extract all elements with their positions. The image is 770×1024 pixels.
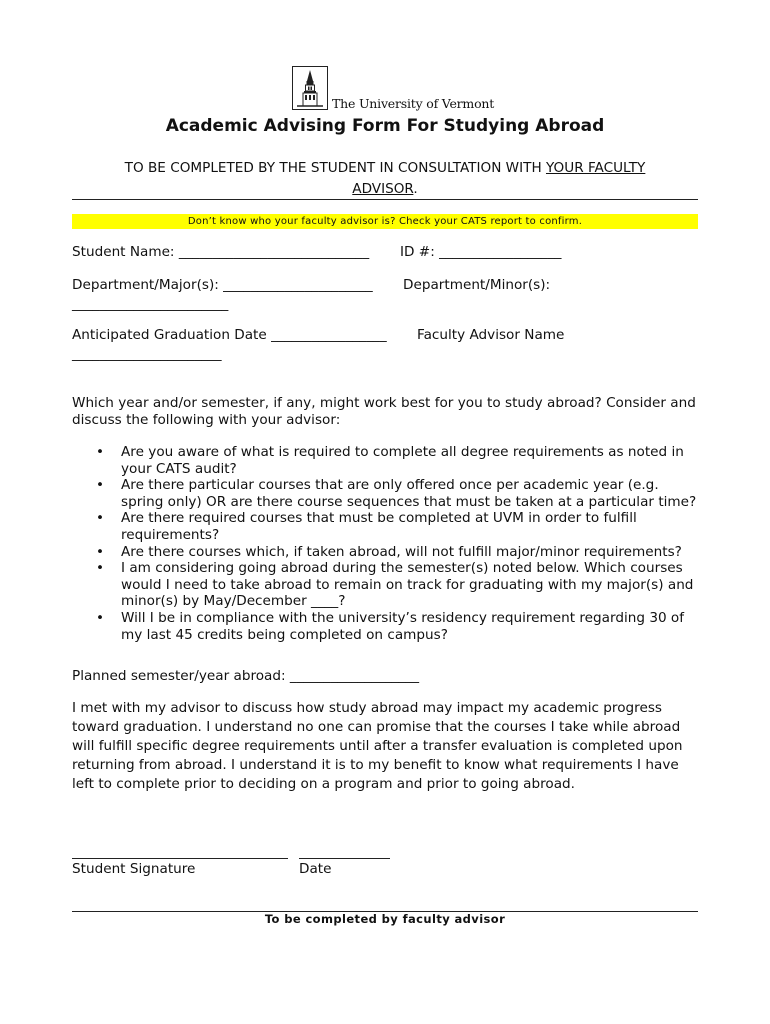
- date-label: Date: [299, 861, 332, 877]
- student-signature-label: Student Signature: [72, 861, 196, 877]
- student-name-field[interactable]: Student Name: ____________________________: [72, 244, 370, 260]
- faculty-advisor-section-label: To be completed by faculty advisor: [264, 912, 506, 926]
- list-item: • Are there particular courses that are only offered once per academic year (e.g. spring only) OR are there course sequences that must be taken at a particular time?: [72, 477, 702, 510]
- list-item: • Will I be in compliance with the university’s residency requirement regarding 30 of my last 45 credits being completed on campus?: [72, 610, 702, 643]
- planned-semester-field[interactable]: Planned semester/year abroad: ___________________: [72, 668, 420, 684]
- subtitle-text: TO BE COMPLETED BY THE STUDENT IN CONSULTATION WITH: [124, 160, 546, 176]
- department-minor-label: Department/Minor(s):: [403, 277, 551, 293]
- department-major-field[interactable]: Department/Major(s): ______________________: [72, 277, 373, 293]
- faculty-advisor-label: Faculty Advisor Name: [417, 327, 565, 343]
- faculty-advisor-field[interactable]: ______________________: [72, 346, 222, 362]
- student-id-field[interactable]: ID #: __________________: [400, 244, 562, 260]
- form-subtitle: [80, 158, 690, 200]
- consideration-list: [72, 444, 702, 643]
- header-divider: [72, 199, 698, 200]
- form-title: Academic Advising Form For Studying Abroad: [165, 116, 605, 136]
- list-item: • Are there courses which, if taken abroad, will not fulfill major/minor requirements?: [72, 544, 702, 561]
- date-line[interactable]: [299, 858, 390, 859]
- graduation-date-field[interactable]: Anticipated Graduation Date _________________: [72, 327, 387, 343]
- subtitle-end: .: [413, 181, 418, 197]
- subtitle-underlined-2: ADVISOR: [352, 181, 414, 197]
- study-abroad-question: Which year and/or semester, if any, might work best for you to study abroad? Consider and discuss the following with your advisor:: [72, 395, 696, 428]
- tower-icon: [292, 66, 328, 110]
- subtitle-underlined-1: YOUR FACULTY: [545, 160, 646, 176]
- student-signature-line[interactable]: [72, 858, 288, 859]
- list-item: • Are there required courses that must be completed at UVM in order to fulfill requirements?: [72, 510, 702, 543]
- acknowledgement-paragraph: I met with my advisor to discuss how study abroad may impact my academic progress toward graduation. I understand no one can promise that the courses I take while abroad will fulfill specific degree requirements until after a transfer evaluation is completed upon returning from abroad. I understand it is to my benefit to know what requirements I have left to complete prior to deciding on a program and prior to going abroad.: [72, 700, 683, 792]
- university-name: The University of Vermont: [332, 96, 495, 111]
- list-item: • I am considering going abroad during the semester(s) noted below. Which courses would I need to take abroad to remain on track for graduating with my major(s) and minor(s) by May/December ____?: [72, 560, 702, 610]
- list-item: • Are you aware of what is required to complete all degree requirements as noted in your CATS audit?: [72, 444, 702, 477]
- advisor-notice-banner: Don’t know who your faculty advisor is? Check your CATS report to confirm.: [72, 214, 698, 229]
- department-minor-field[interactable]: _______________________: [72, 296, 229, 312]
- university-logo: [292, 66, 495, 112]
